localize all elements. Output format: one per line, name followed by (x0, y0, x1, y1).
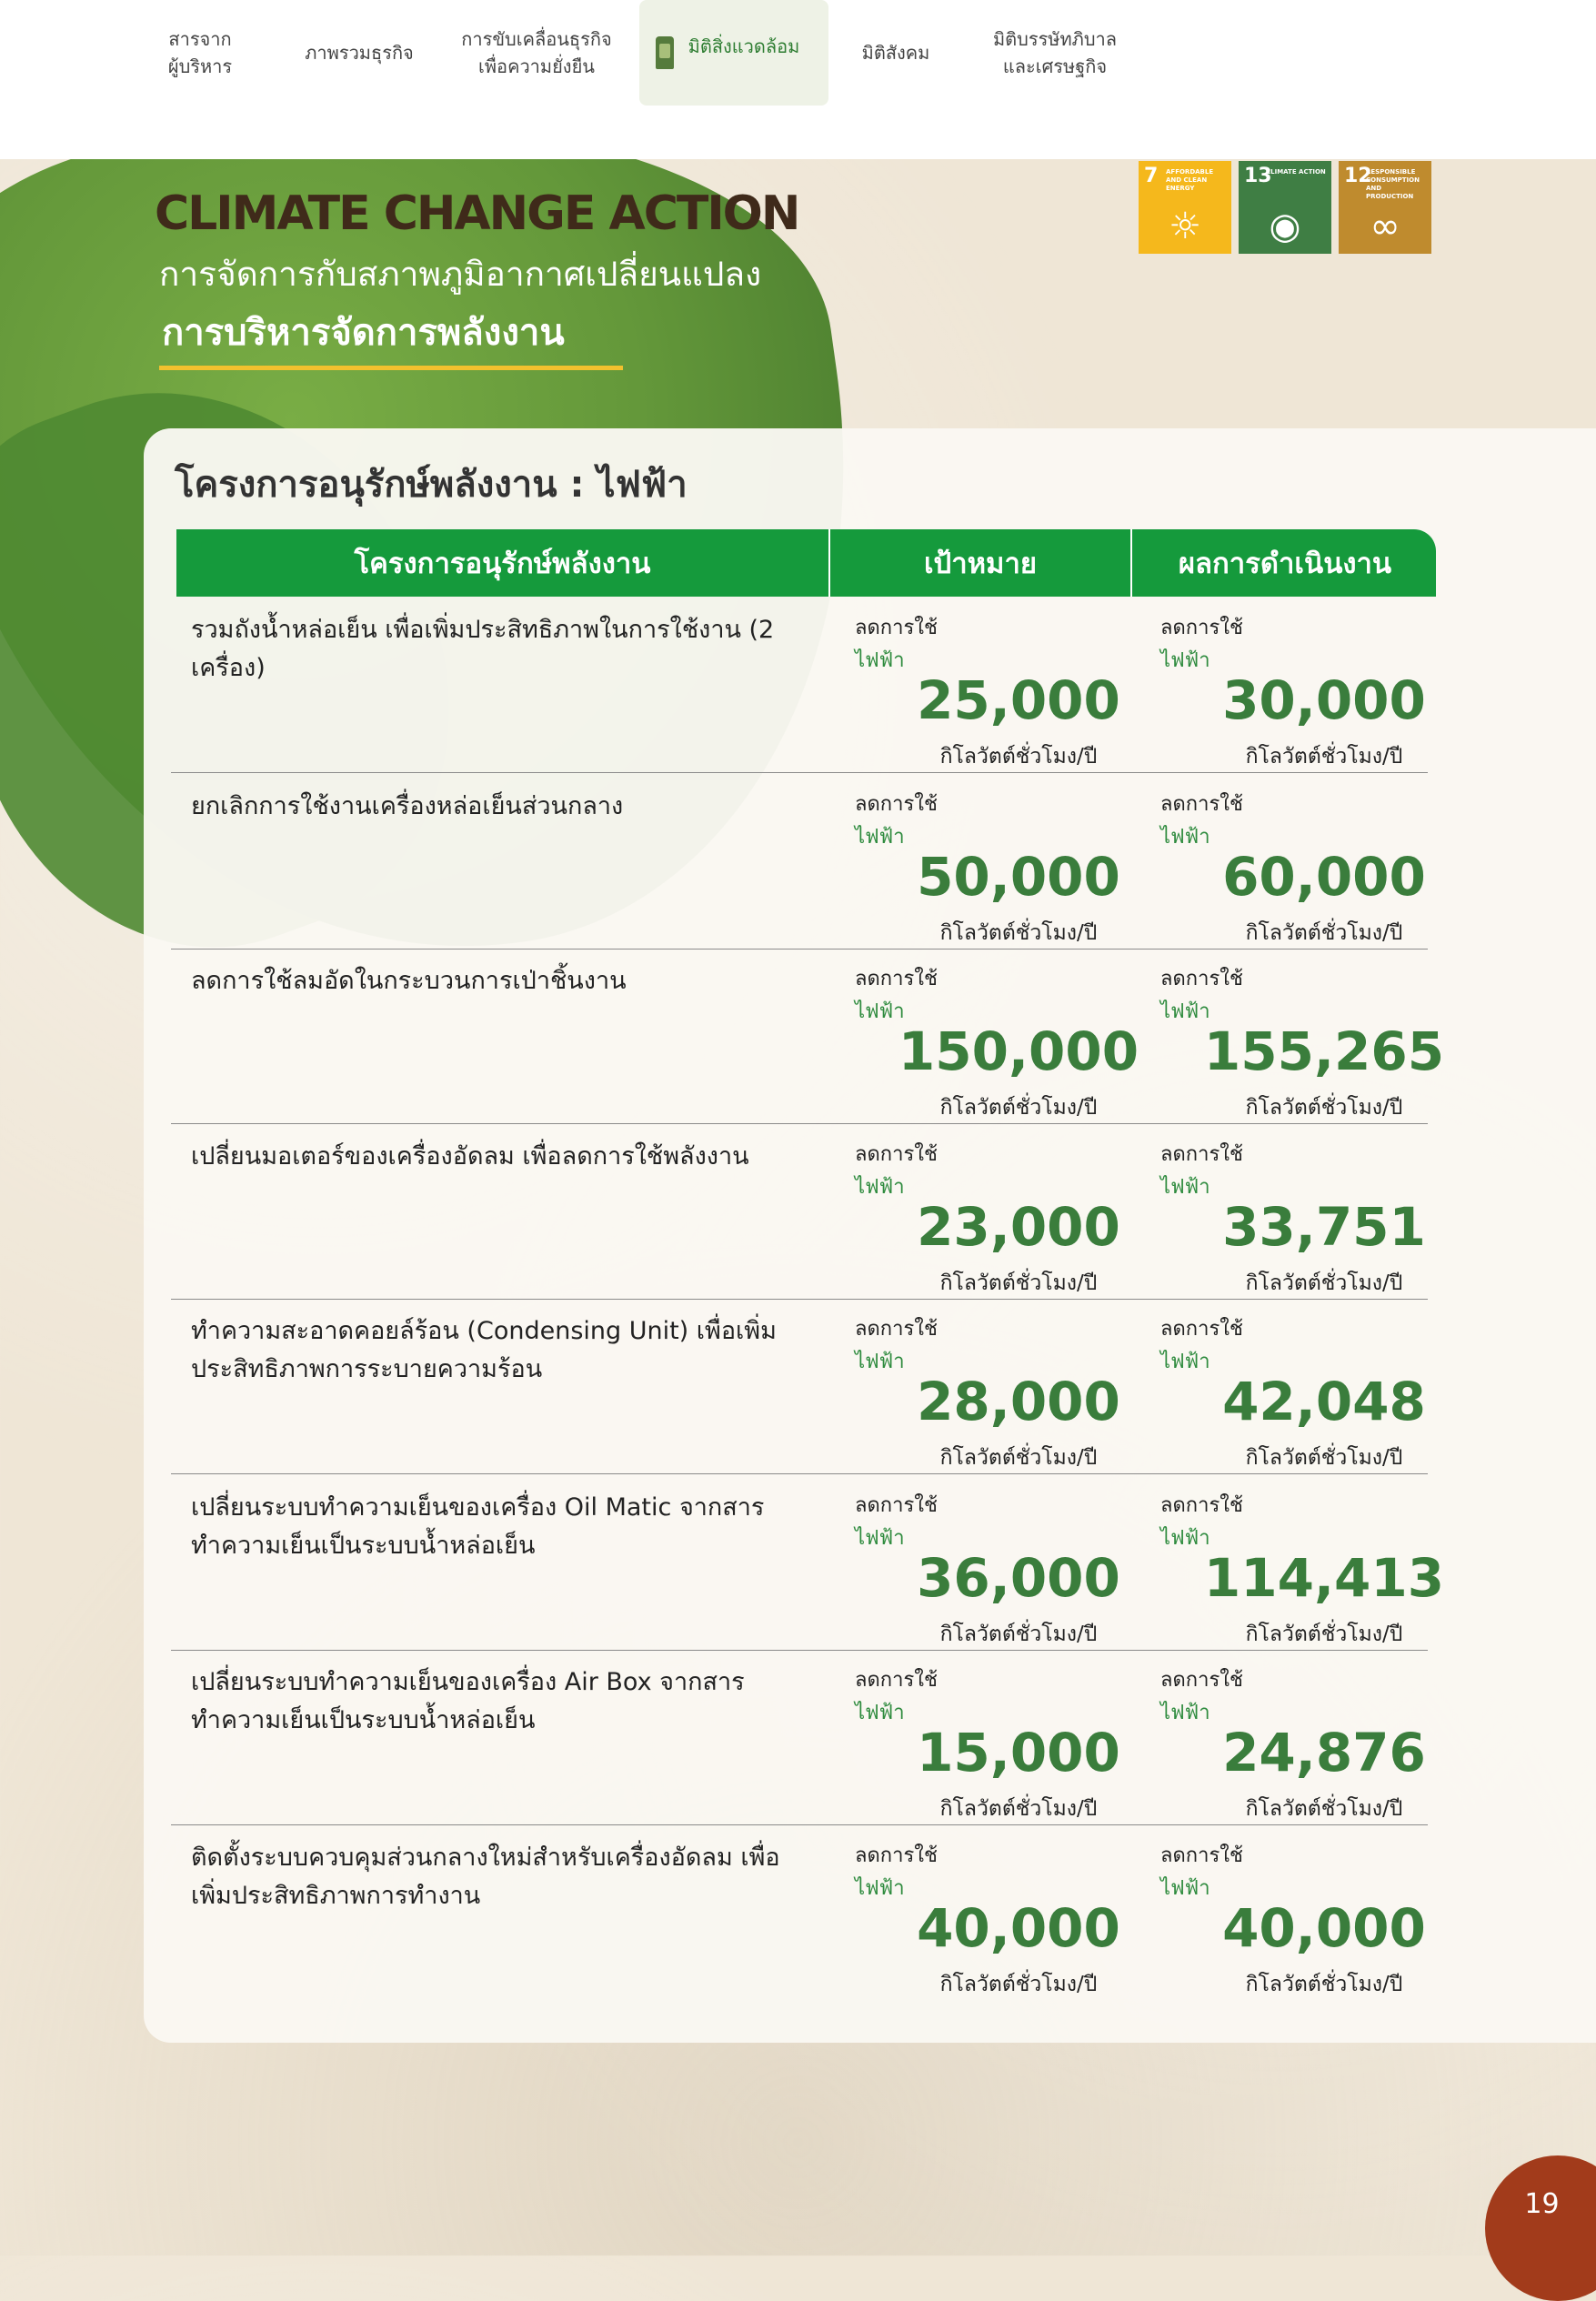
nav-label-line: ผู้บริหาร (167, 55, 233, 77)
page-subtitle: การจัดการกับสภาพภูมิอากาศเปลี่ยนแปลง (159, 255, 762, 294)
unit-label: กิโลวัตต์ชั่วโมง/ปี (1245, 1797, 1403, 1821)
project-name: เปลี่ยนระบบทำความเย็นของเครื่อง Air Box จากสารทำความเย็นเป็นระบบน้ำหล่อเย็น (191, 1668, 745, 1734)
result-value: 40,000 (1222, 1897, 1426, 1959)
target-value: 23,000 (917, 1196, 1120, 1258)
column-header-result: ผลการดำเนินงาน (1130, 529, 1438, 597)
nav-governance-economy[interactable] (978, 0, 1132, 106)
table-row (171, 1298, 1428, 1474)
unit-label: กิโลวัตต์ชั่วโมง/ปี (1245, 1271, 1403, 1295)
building-icon (656, 36, 674, 69)
reduce-label: ลดการใช้ (855, 968, 938, 990)
table-row (171, 948, 1445, 1124)
page-number: 19 (1524, 2188, 1560, 2220)
sdg-13-badge (1239, 161, 1331, 254)
nav-label-line: มิติสังคม (861, 42, 930, 64)
nav-label-line: มิติบรรษัทภิบาล (992, 28, 1118, 50)
nav-sustainability-drive[interactable] (450, 0, 623, 106)
sdg-icons (1139, 161, 1431, 254)
electricity-label: ไฟฟ้า (1160, 1877, 1210, 1900)
eye-globe-icon: ◉ (1269, 206, 1301, 247)
sdg-label: AFFORDABLE AND CLEAN ENERGY (1166, 168, 1214, 192)
electricity-label: ไฟฟ้า (1160, 1176, 1210, 1199)
unit-label: กิโลวัตต์ชั่วโมง/ปี (1245, 1096, 1403, 1120)
project-name: ยกเลิกการใช้งานเครื่องหล่อเย็นส่วนกลาง (191, 792, 624, 820)
unit-label: กิโลวัตต์ชั่วโมง/ปี (939, 1096, 1098, 1120)
table-header (176, 529, 1436, 597)
unit-label: กิโลวัตต์ชั่วโมง/ปี (939, 1973, 1098, 1996)
unit-label: กิโลวัตต์ชั่วโมง/ปี (939, 1271, 1098, 1295)
reduce-label: ลดการใช้ (1160, 617, 1243, 639)
result-value: 42,048 (1222, 1371, 1426, 1432)
nav-label-line: เพื่อความยั่งยืน (478, 55, 595, 77)
unit-label: กิโลวัตต์ชั่วโมง/ปี (1245, 1973, 1403, 1996)
nav-environment[interactable] (639, 0, 828, 106)
table-row (171, 1123, 1428, 1300)
electricity-label: ไฟฟ้า (855, 1527, 905, 1550)
reduce-label: ลดการใช้ (1160, 1494, 1243, 1517)
reduce-label: ลดการใช้ (1160, 1669, 1243, 1692)
unit-label: กิโลวัตต์ชั่วโมง/ปี (1245, 745, 1403, 769)
nav-social[interactable] (846, 0, 946, 106)
result-value: 30,000 (1222, 669, 1426, 731)
unit-label: กิโลวัตต์ชั่วโมง/ปี (939, 1446, 1098, 1470)
sdg-12-badge (1339, 161, 1431, 254)
project-name: รวมถังน้ำหล่อเย็น เพื่อเพิ่มประสิทธิภาพในการใช้งาน (2 เครื่อง) (191, 616, 775, 682)
nav-label-line: สารจาก (168, 28, 232, 50)
column-header-target: เป้าหมาย (828, 529, 1130, 597)
result-value: 33,751 (1222, 1196, 1426, 1258)
reduce-label: ลดการใช้ (1160, 968, 1243, 990)
electricity-label: ไฟฟ้า (1160, 1527, 1210, 1550)
section-title: การบริหารจัดการพลังงาน (162, 312, 565, 354)
reduce-label: ลดการใช้ (1160, 1844, 1243, 1867)
project-name: เปลี่ยนระบบทำความเย็นของเครื่อง Oil Matic จากสารทำความเย็นเป็นระบบน้ำหล่อเย็น (191, 1493, 765, 1560)
result-value: 114,413 (1203, 1547, 1445, 1609)
project-name: ติดตั้งระบบควบคุมส่วนกลางใหม่สำหรับเครื่องอัดลม เพื่อเพิ่มประสิทธิภาพการทำงาน (191, 1844, 780, 1910)
reduce-label: ลดการใช้ (855, 1318, 938, 1341)
column-header-project: โครงการอนุรักษ์พลังงาน (354, 548, 651, 580)
result-value: 24,876 (1222, 1722, 1426, 1784)
electricity-label: ไฟฟ้า (1160, 1702, 1210, 1724)
project-name: เปลี่ยนมอเตอร์ของเครื่องอัดลม เพื่อลดการใช้พลังงาน (191, 1142, 749, 1171)
table-row (171, 773, 1428, 950)
sun-icon: ☼ (1169, 206, 1201, 247)
unit-label: กิโลวัตต์ชั่วโมง/ปี (939, 1623, 1098, 1646)
table-row (171, 597, 1428, 773)
unit-label: กิโลวัตต์ชั่วโมง/ปี (1245, 1446, 1403, 1470)
electricity-label: ไฟฟ้า (855, 1000, 905, 1023)
result-value: 155,265 (1203, 1020, 1445, 1082)
reduce-label: ลดการใช้ (855, 793, 938, 816)
electricity-label: ไฟฟ้า (1160, 826, 1210, 849)
reduce-label: ลดการใช้ (1160, 793, 1243, 816)
nav-label-line: การขับเคลื่อนธุรกิจ (461, 28, 612, 50)
electricity-label: ไฟฟ้า (855, 1351, 905, 1373)
project-name: ลดการใช้ลมอัดในกระบวนการเป่าชิ้นงาน (191, 967, 627, 995)
target-value: 28,000 (917, 1371, 1120, 1432)
sdg-7-badge (1139, 161, 1231, 254)
sdg-number: 12 (1344, 165, 1372, 187)
electricity-label: ไฟฟ้า (855, 1702, 905, 1724)
nav-business-overview[interactable] (291, 0, 427, 106)
target-value: 36,000 (917, 1547, 1120, 1609)
nav-executive-message[interactable] (150, 0, 250, 106)
page-title: CLIMATE CHANGE ACTION (155, 186, 799, 241)
reduce-label: ลดการใช้ (1160, 1318, 1243, 1341)
unit-label: กิโลวัตต์ชั่วโมง/ปี (1245, 1623, 1403, 1646)
reduce-label: ลดการใช้ (1160, 1143, 1243, 1166)
unit-label: กิโลวัตต์ชั่วโมง/ปี (939, 1797, 1098, 1821)
table-row (171, 1824, 1428, 2000)
result-value: 60,000 (1222, 846, 1426, 908)
electricity-label: ไฟฟ้า (855, 1176, 905, 1199)
reduce-label: ลดการใช้ (855, 1669, 938, 1692)
nav-label-line: มิติสิ่งแวดล้อม (688, 35, 800, 57)
infinity-icon: ∞ (1370, 206, 1400, 247)
electricity-label: ไฟฟ้า (1160, 649, 1210, 672)
table-row (171, 1649, 1428, 1825)
project-name: ทำความสะอาดคอยล์ร้อน (Condensing Unit) เพื่อเพิ่มประสิทธิภาพการระบายความร้อน (191, 1317, 777, 1383)
electricity-label: ไฟฟ้า (1160, 1000, 1210, 1023)
title-underline (159, 366, 623, 370)
electricity-label: ไฟฟ้า (855, 1877, 905, 1900)
top-navigation (0, 0, 1596, 159)
table-row (171, 1474, 1445, 1651)
target-value: 25,000 (917, 669, 1120, 731)
nav-label-line: ภาพรวมธุรกิจ (305, 42, 414, 64)
target-value: 150,000 (898, 1020, 1139, 1082)
unit-label: กิโลวัตต์ชั่วโมง/ปี (939, 745, 1098, 769)
unit-label: กิโลวัตต์ชั่วโมง/ปี (1245, 921, 1403, 945)
table-heading: โครงการอนุรักษ์พลังงาน : ไฟฟ้า (175, 464, 688, 506)
electricity-label: ไฟฟ้า (855, 649, 905, 672)
target-value: 15,000 (917, 1722, 1120, 1784)
sdg-label: CLIMATE ACTION (1266, 168, 1326, 176)
reduce-label: ลดการใช้ (855, 1143, 938, 1166)
electricity-label: ไฟฟ้า (1160, 1351, 1210, 1373)
target-value: 50,000 (917, 846, 1120, 908)
target-value: 40,000 (917, 1897, 1120, 1959)
reduce-label: ลดการใช้ (855, 1494, 938, 1517)
sdg-number: 7 (1144, 165, 1159, 187)
electricity-label: ไฟฟ้า (855, 826, 905, 849)
sdg-number: 13 (1244, 165, 1272, 187)
reduce-label: ลดการใช้ (855, 1844, 938, 1867)
page-number-badge (1485, 2155, 1596, 2301)
unit-label: กิโลวัตต์ชั่วโมง/ปี (939, 921, 1098, 945)
sdg-label: RESPONSIBLE CONSUMPTION AND PRODUCTION (1366, 168, 1420, 200)
reduce-label: ลดการใช้ (855, 617, 938, 639)
nav-label-line: และเศรษฐกิจ (1002, 55, 1108, 77)
